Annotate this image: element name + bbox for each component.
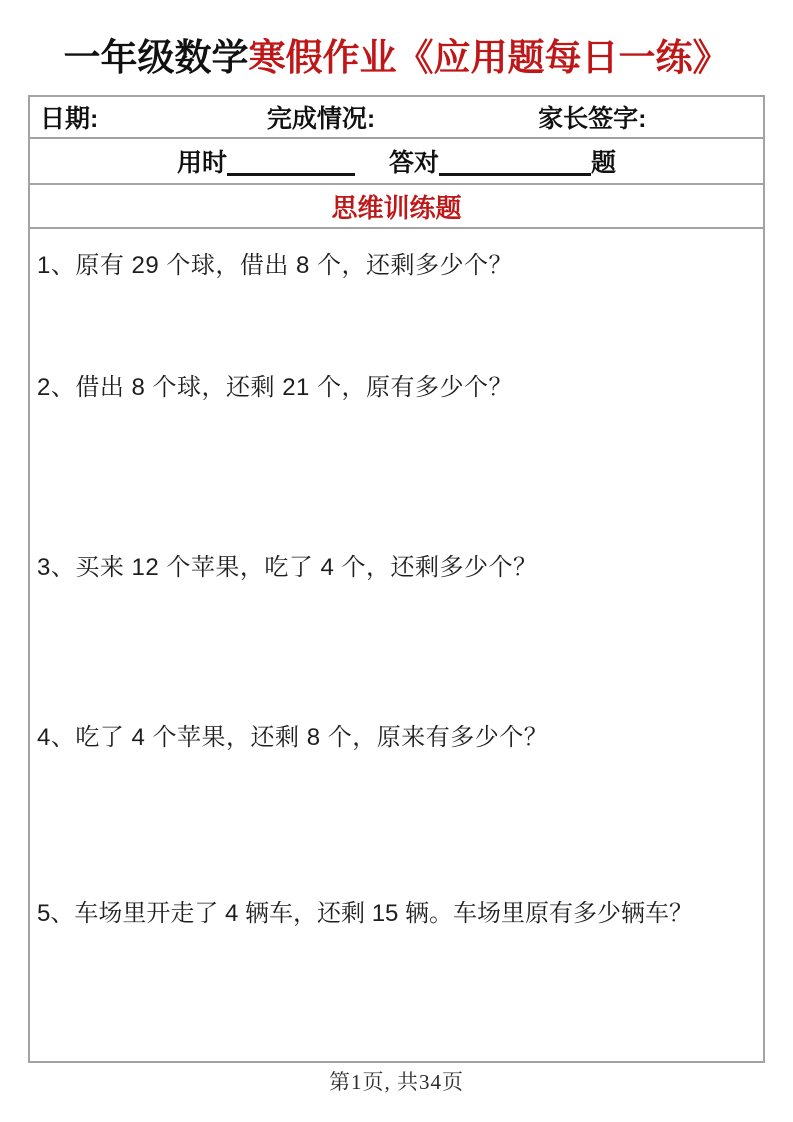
answered-correct-label: 答对: [388, 149, 439, 177]
signature-label: 家长签字:: [538, 105, 647, 133]
question-1: 1、原有 29 个球，借出 8 个，还剩多少个？: [37, 252, 514, 279]
time-blank-line: [227, 147, 355, 176]
score-row: [30, 139, 763, 185]
questions-unit-label: 题: [591, 149, 617, 177]
page-title: [0, 34, 793, 82]
question-5: 5、车场里开走了 4 辆车，还剩 15 辆。车场里原有多少辆车？: [37, 900, 694, 927]
title-workbook-name: 寒假作业《应用题每日一练》: [248, 37, 730, 78]
questions-area: [30, 229, 763, 1059]
question-4: 4、吃了 4 个苹果，还剩 8 个，原来有多少个？: [37, 724, 549, 751]
worksheet-table: [28, 95, 765, 1063]
title-grade-subject: 一年级数学: [63, 37, 249, 78]
page-number: 第1页, 共34页: [329, 1070, 464, 1094]
section-title: 思维训练题: [331, 192, 462, 223]
info-row: [30, 97, 763, 139]
time-used-label: 用时: [176, 149, 227, 177]
section-title-row: [30, 185, 763, 229]
completion-label: 完成情况:: [266, 105, 376, 133]
date-label: 日期:: [40, 105, 99, 133]
correct-blank-line: [439, 147, 591, 176]
question-3: 3、买来 12 个苹果，吃了 4 个，还剩多少个？: [37, 554, 538, 581]
question-2: 2、借出 8 个球，还剩 21 个，原有多少个？: [37, 374, 514, 401]
